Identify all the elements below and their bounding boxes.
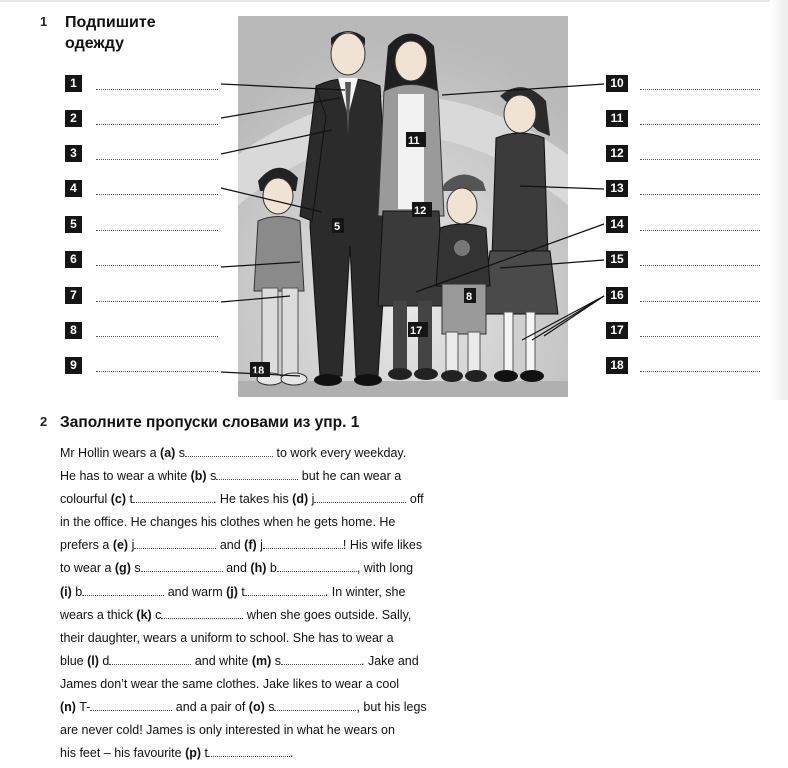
- gap-blank[interactable]: [134, 536, 216, 549]
- gap-letter: (h): [250, 561, 267, 576]
- text-segment: . In winter, she: [324, 584, 406, 599]
- text-segment: t: [201, 746, 208, 761]
- gap-letter: (l): [87, 653, 99, 668]
- text-segment: j: [308, 492, 315, 507]
- label-box-12: 12: [606, 145, 628, 162]
- text-segment: and white: [191, 653, 252, 668]
- text-line: [60, 673, 440, 696]
- text-line: [60, 604, 440, 627]
- text-segment: ! His wife likes: [342, 538, 423, 553]
- text-segment: wears a thick: [60, 607, 137, 622]
- text-segment: when she goes outside. Sally,: [243, 607, 412, 622]
- gap-letter: (b): [190, 469, 207, 484]
- text-segment: to wear a: [60, 561, 115, 576]
- label-box-6: 6: [65, 251, 82, 268]
- text-segment: are never cold! James is only interested in what he wears on: [60, 723, 395, 738]
- text-line: [60, 488, 440, 511]
- text-segment: colourful: [60, 492, 111, 507]
- text-line: [60, 511, 440, 534]
- text-line: [60, 742, 440, 765]
- text-segment: and warm: [164, 584, 227, 599]
- gap-letter: (f): [244, 538, 257, 553]
- label-box-10: 10: [606, 75, 628, 92]
- gap-letter: (i): [60, 584, 72, 599]
- label-box-14: 14: [606, 216, 628, 233]
- text-segment: prefers a: [60, 538, 113, 553]
- text-segment: and: [222, 561, 251, 576]
- text-segment: t: [237, 584, 245, 599]
- exercise-2-text: [60, 442, 440, 765]
- text-line: [60, 557, 440, 580]
- picture-tag-12: 12: [414, 205, 427, 217]
- gap-blank[interactable]: [141, 559, 223, 572]
- label-box-8: 8: [65, 322, 82, 339]
- text-segment: d: [98, 653, 110, 668]
- label-box-4: 4: [65, 180, 82, 197]
- exercise-2-number: 2: [40, 414, 48, 429]
- gap-blank[interactable]: [263, 536, 343, 549]
- label-box-17: 17: [606, 322, 628, 339]
- exercise-1-title-line2: одежду: [65, 35, 124, 52]
- text-line: [60, 581, 440, 604]
- gap-blank[interactable]: [277, 559, 357, 572]
- text-line: [60, 627, 440, 650]
- gap-blank[interactable]: [208, 744, 290, 757]
- picture-tag-18: 18: [252, 365, 265, 377]
- text-segment: . He takes his: [212, 492, 293, 507]
- gap-letter: (e): [112, 538, 129, 553]
- gap-letter: (k): [136, 607, 152, 622]
- text-line: [60, 534, 440, 557]
- text-segment: Mr Hollin wears a: [60, 446, 161, 460]
- label-box-1: 1: [65, 75, 82, 92]
- text-segment: but he can wear a: [298, 469, 402, 484]
- gap-letter: (d): [292, 492, 309, 507]
- text-segment: , with long: [356, 561, 414, 576]
- label-box-11: 11: [606, 110, 628, 127]
- gap-blank[interactable]: [281, 652, 361, 665]
- text-line: [60, 650, 440, 673]
- gap-letter: (j): [226, 584, 238, 599]
- picture-tag-5: 5: [334, 221, 341, 233]
- text-segment: and: [216, 538, 245, 553]
- gap-letter: (c): [110, 492, 127, 507]
- text-segment: blue: [60, 653, 88, 668]
- label-box-3: 3: [65, 145, 82, 162]
- gap-blank[interactable]: [274, 698, 356, 711]
- gap-blank[interactable]: [133, 490, 213, 503]
- text-segment: their daughter, wears a uniform to school. She has to wear a: [60, 630, 394, 645]
- text-segment: s: [130, 561, 141, 576]
- label-box-15: 15: [606, 251, 628, 268]
- gap-letter: (o): [248, 700, 265, 715]
- text-segment: his feet – his favourite: [60, 746, 186, 761]
- text-segment: .: [290, 746, 294, 761]
- text-line: [60, 465, 440, 488]
- text-segment: c: [151, 607, 162, 622]
- text-segment: s: [271, 653, 282, 668]
- text-segment: . Jake and: [361, 653, 419, 668]
- gap-blank[interactable]: [161, 606, 243, 619]
- picture-tag-11: 11: [408, 135, 420, 147]
- exercise-2-title: Заполните пропуски словами из упр. 1: [60, 414, 360, 431]
- text-segment: He has to wear a white: [60, 469, 191, 484]
- text-segment: and a pair of: [172, 700, 249, 715]
- text-segment: s: [264, 700, 275, 715]
- text-line: [60, 696, 440, 719]
- text-segment: T-: [75, 700, 91, 715]
- gap-blank[interactable]: [245, 583, 325, 596]
- text-segment: b: [266, 561, 277, 576]
- label-box-9: 9: [65, 357, 82, 374]
- label-box-2: 2: [65, 110, 82, 127]
- gap-blank[interactable]: [314, 490, 406, 503]
- text-segment: j: [256, 538, 263, 553]
- label-box-18: 18: [606, 357, 628, 374]
- picture-tag-17: 17: [410, 325, 423, 337]
- picture-tag-8: 8: [466, 291, 473, 303]
- gap-blank[interactable]: [185, 444, 273, 457]
- text-line: [60, 719, 440, 742]
- gap-letter: (g): [114, 561, 131, 576]
- label-box-16: 16: [606, 287, 628, 304]
- text-segment: t: [126, 492, 133, 507]
- gap-blank[interactable]: [82, 583, 164, 596]
- text-segment: b: [71, 584, 83, 599]
- gap-letter: (m): [251, 653, 272, 668]
- text-segment: s: [175, 446, 186, 460]
- gap-letter: (p): [185, 746, 202, 761]
- text-segment: s: [206, 469, 217, 484]
- label-box-5: 5: [65, 216, 82, 233]
- text-line: [60, 442, 440, 465]
- text-segment: James don’t wear the same clothes. Jake likes to wear a cool: [60, 676, 400, 691]
- text-segment: j: [128, 538, 135, 553]
- text-segment: off: [406, 492, 424, 507]
- exercise-1-number: 1: [40, 14, 48, 29]
- text-segment: in the office. He changes his clothes when he gets home. He: [60, 515, 396, 530]
- gap-blank[interactable]: [90, 698, 172, 711]
- text-segment: to work every weekday.: [273, 446, 407, 460]
- gap-letter: (n): [60, 700, 76, 715]
- gap-letter: (a): [160, 446, 176, 460]
- gap-blank[interactable]: [216, 467, 298, 480]
- gap-blank[interactable]: [109, 652, 191, 665]
- label-box-7: 7: [65, 287, 82, 304]
- exercise-1-title-line1: Подпишите: [65, 14, 156, 31]
- text-segment: , but his legs: [356, 700, 427, 715]
- label-box-13: 13: [606, 180, 628, 197]
